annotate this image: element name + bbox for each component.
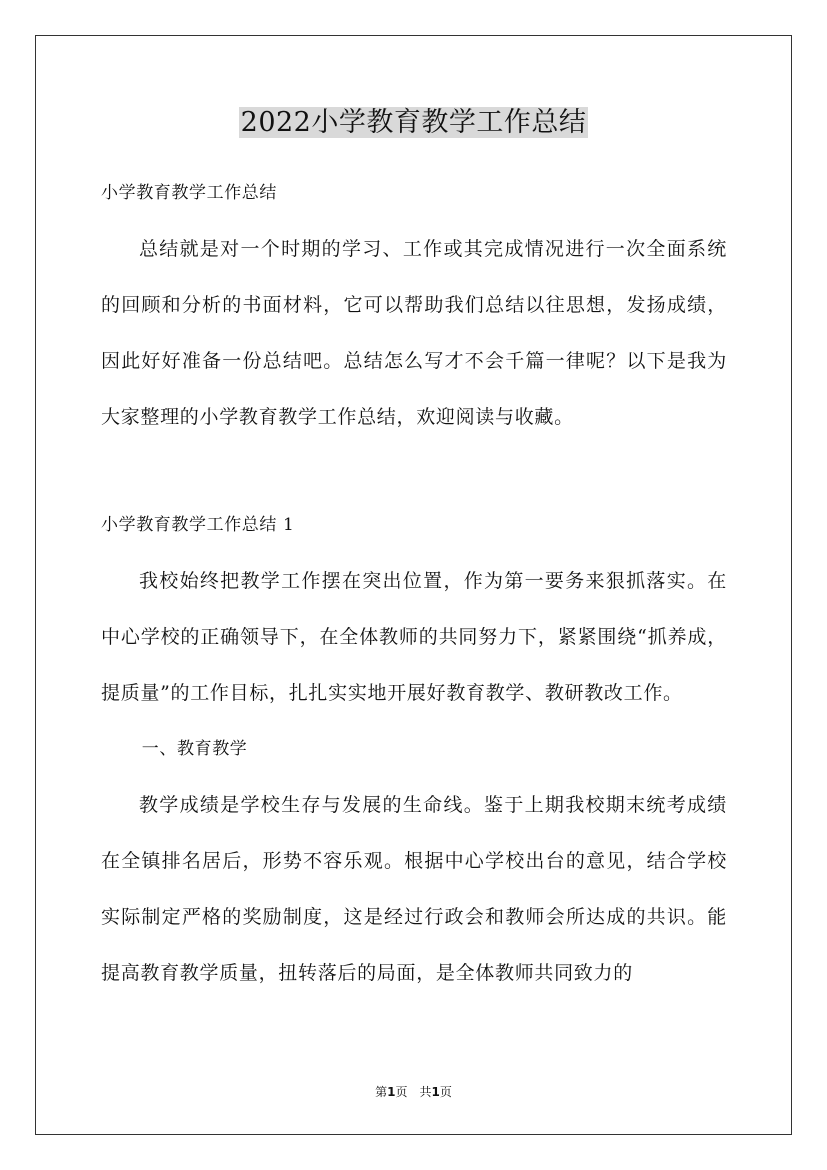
footer-page-suffix: 页 [439, 1085, 452, 1099]
footer-page-mid: 页 共 [395, 1085, 432, 1099]
footer-page-current: 1 [387, 1085, 396, 1099]
section-1-paragraph-1: 我校始终把教学工作摆在突出位置，作为第一要务来狠抓落实。在中心学校的正确领导下，在全体教师的共同努力下，紧紧围绕“抓养成，提质量”的工作目标，扎扎实实地开展好教育教学、教研教改工作。 [101, 570, 727, 704]
section-1-title: 小学教育教学工作总结 1 [101, 515, 295, 535]
section-1-paragraph-2: 教学成绩是学校生存与发展的生命线。鉴于上期我校期末统考成绩在全镇排名居后，形势不容乐观。根据中心学校出台的意见，结合学校实际制定严格的奖励制度，这是经过行政会和教师会所达成的共识。能提高教育教学质量，扭转落后的局面，是全体教师共同致力的 [101, 794, 727, 984]
document-title [0, 103, 827, 143]
subheading-education-teaching: 一、教育教学 [141, 739, 248, 759]
document-subtitle: 小学教育教学工作总结 [101, 183, 277, 203]
intro-paragraph: 总结就是对一个时期的学习、工作或其完成情况进行一次全面系统的回顾和分析的书面材料，它可以帮助我们总结以往思想，发扬成绩，因此好好准备一份总结吧。总结怎么写才不会千篇一律呢？以下是我为大家整理的小学教育教学工作总结，欢迎阅读与收藏。 [101, 238, 727, 428]
footer-page-prefix: 第 [375, 1085, 388, 1099]
document-body [101, 165, 727, 1001]
page-footer [0, 1083, 827, 1100]
footer-page-total: 1 [431, 1085, 440, 1099]
spacer [101, 445, 727, 497]
document-title-text: 2022小学教育教学工作总结 [240, 107, 587, 138]
